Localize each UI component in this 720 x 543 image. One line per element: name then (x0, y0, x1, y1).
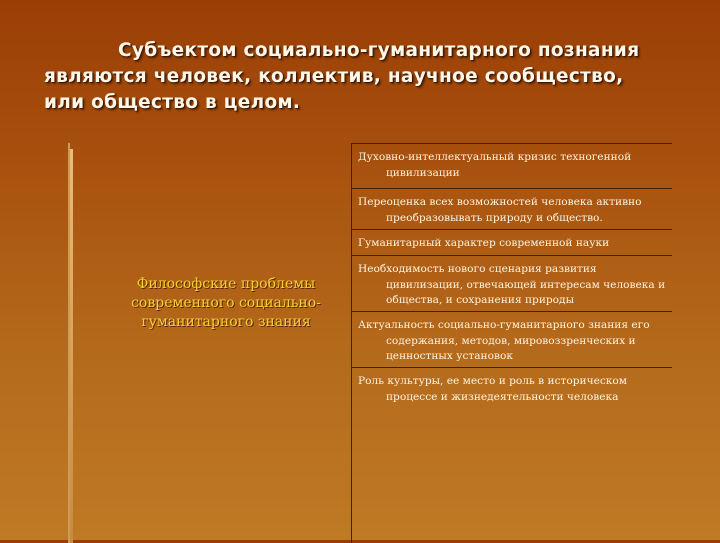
table-row (352, 312, 672, 368)
table-row (352, 230, 672, 256)
table-row (352, 143, 672, 189)
table-row-text: Необходимость нового сценария развития цивилизации, отвечающей интересам человека и общества, и сохранения природы (358, 263, 666, 306)
left-column-label: Философские проблемы современного социально-гуманитарного знания (131, 276, 321, 330)
table-row-text: Актуальность социально-гуманитарного знания его содержания, методов, мировоззренческих и ценностных установок (358, 319, 650, 362)
table-row (352, 189, 672, 230)
slide-title-line-3: или общество в целом. (44, 92, 301, 113)
table-row-text: Гуманитарный характер современной науки (358, 237, 610, 249)
table-row-text: Переоценка всех возможностей человека активно преобразовывать природу и общество. (358, 196, 642, 224)
table-row (352, 256, 672, 312)
slide-title-line-1: Субъектом социально-гуманитарного познания (118, 40, 640, 61)
column-divider-highlight (70, 149, 73, 543)
left-column (68, 143, 352, 543)
table-row-text: Роль культуры, ее место и роль в историческом процессе и жизнедеятельности человека (358, 375, 628, 403)
problems-table (68, 143, 701, 543)
slide-title (44, 38, 694, 116)
table-row (352, 368, 672, 543)
slide-title-line-2: являются человек, коллектив, научное сообщество, (44, 66, 624, 87)
right-column (352, 143, 672, 543)
table-row-text: Духовно-интеллектуальный кризис техногенной цивилизации (358, 151, 632, 179)
